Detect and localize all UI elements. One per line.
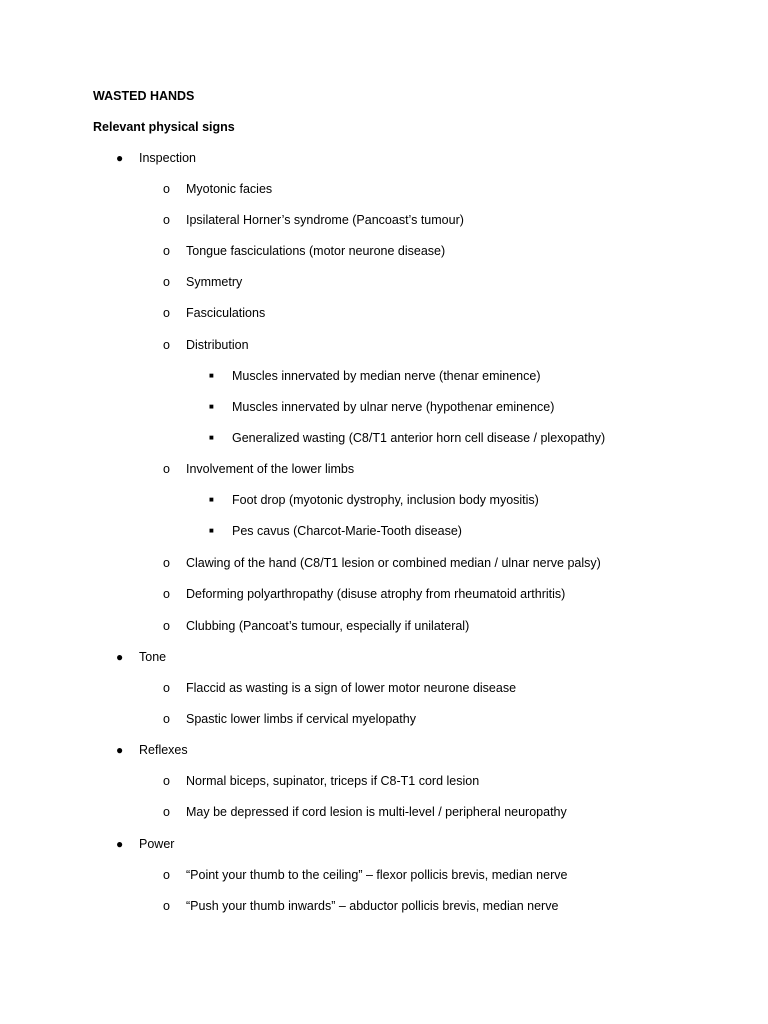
list-item: “Point your thumb to the ceiling” – flexor pollicis brevis, median nerve xyxy=(186,868,568,882)
level1-bullet: ● xyxy=(116,151,124,165)
level2-bullet: o xyxy=(163,182,170,196)
list-item: Ipsilateral Horner’s syndrome (Pancoast’s tumour) xyxy=(186,213,464,227)
level2-bullet: o xyxy=(163,462,170,476)
level2-bullet: o xyxy=(163,712,170,726)
level2-bullet: o xyxy=(163,805,170,819)
section-heading-power: Power xyxy=(139,837,175,851)
level2-bullet: o xyxy=(163,556,170,570)
list-item: Myotonic facies xyxy=(186,182,273,196)
list-item: Flaccid as wasting is a sign of lower motor neurone disease xyxy=(186,681,517,695)
level1-bullet: ● xyxy=(116,837,124,851)
list-item: Spastic lower limbs if cervical myelopathy xyxy=(186,712,416,726)
level2-bullet: o xyxy=(163,868,170,882)
list-item: Clubbing (Pancoat’s tumour, especially if unilateral) xyxy=(186,619,470,633)
list-item: Involvement of the lower limbs xyxy=(186,462,355,476)
level3-bullet: ■ xyxy=(209,433,214,442)
sub-list-item: Pes cavus (Charcot-Marie-Tooth disease) xyxy=(232,524,462,538)
section-heading-reflexes: Reflexes xyxy=(139,743,188,757)
list-item: “Push your thumb inwards” – abductor pollicis brevis, median nerve xyxy=(186,899,559,913)
list-item: Clawing of the hand (C8/T1 lesion or combined median / ulnar nerve palsy) xyxy=(186,556,601,570)
level2-bullet: o xyxy=(163,275,170,289)
level2-bullet: o xyxy=(163,899,170,913)
level2-bullet: o xyxy=(163,338,170,352)
level1-bullet: ● xyxy=(116,650,124,664)
level2-bullet: o xyxy=(163,681,170,695)
level2-bullet: o xyxy=(163,619,170,633)
list-item: Tongue fasciculations (motor neurone disease) xyxy=(186,244,446,258)
level3-bullet: ■ xyxy=(209,495,214,504)
sub-list-item: Generalized wasting (C8/T1 anterior horn cell disease / plexopathy) xyxy=(232,431,606,445)
section-heading-inspection: Inspection xyxy=(139,151,196,165)
level2-bullet: o xyxy=(163,774,170,788)
document-subtitle: Relevant physical signs xyxy=(93,120,235,134)
list-item: Distribution xyxy=(186,338,249,352)
level2-bullet: o xyxy=(163,306,170,320)
list-item: Deforming polyarthropathy (disuse atrophy from rheumatoid arthritis) xyxy=(186,587,566,601)
level3-bullet: ■ xyxy=(209,402,214,411)
list-item: Symmetry xyxy=(186,275,243,289)
level1-bullet: ● xyxy=(116,743,124,757)
sub-list-item: Muscles innervated by ulnar nerve (hypothenar eminence) xyxy=(232,400,555,414)
sub-list-item: Foot drop (myotonic dystrophy, inclusion body myositis) xyxy=(232,493,539,507)
list-item: May be depressed if cord lesion is multi-level / peripheral neuropathy xyxy=(186,805,567,819)
level2-bullet: o xyxy=(163,213,170,227)
list-item: Normal biceps, supinator, triceps if C8-T1 cord lesion xyxy=(186,774,480,788)
document-title: WASTED HANDS xyxy=(93,89,195,103)
sub-list-item: Muscles innervated by median nerve (thenar eminence) xyxy=(232,369,541,383)
section-heading-tone: Tone xyxy=(139,650,167,664)
level3-bullet: ■ xyxy=(209,526,214,535)
level3-bullet: ■ xyxy=(209,371,214,380)
list-item: Fasciculations xyxy=(186,306,266,320)
level2-bullet: o xyxy=(163,244,170,258)
level2-bullet: o xyxy=(163,587,170,601)
